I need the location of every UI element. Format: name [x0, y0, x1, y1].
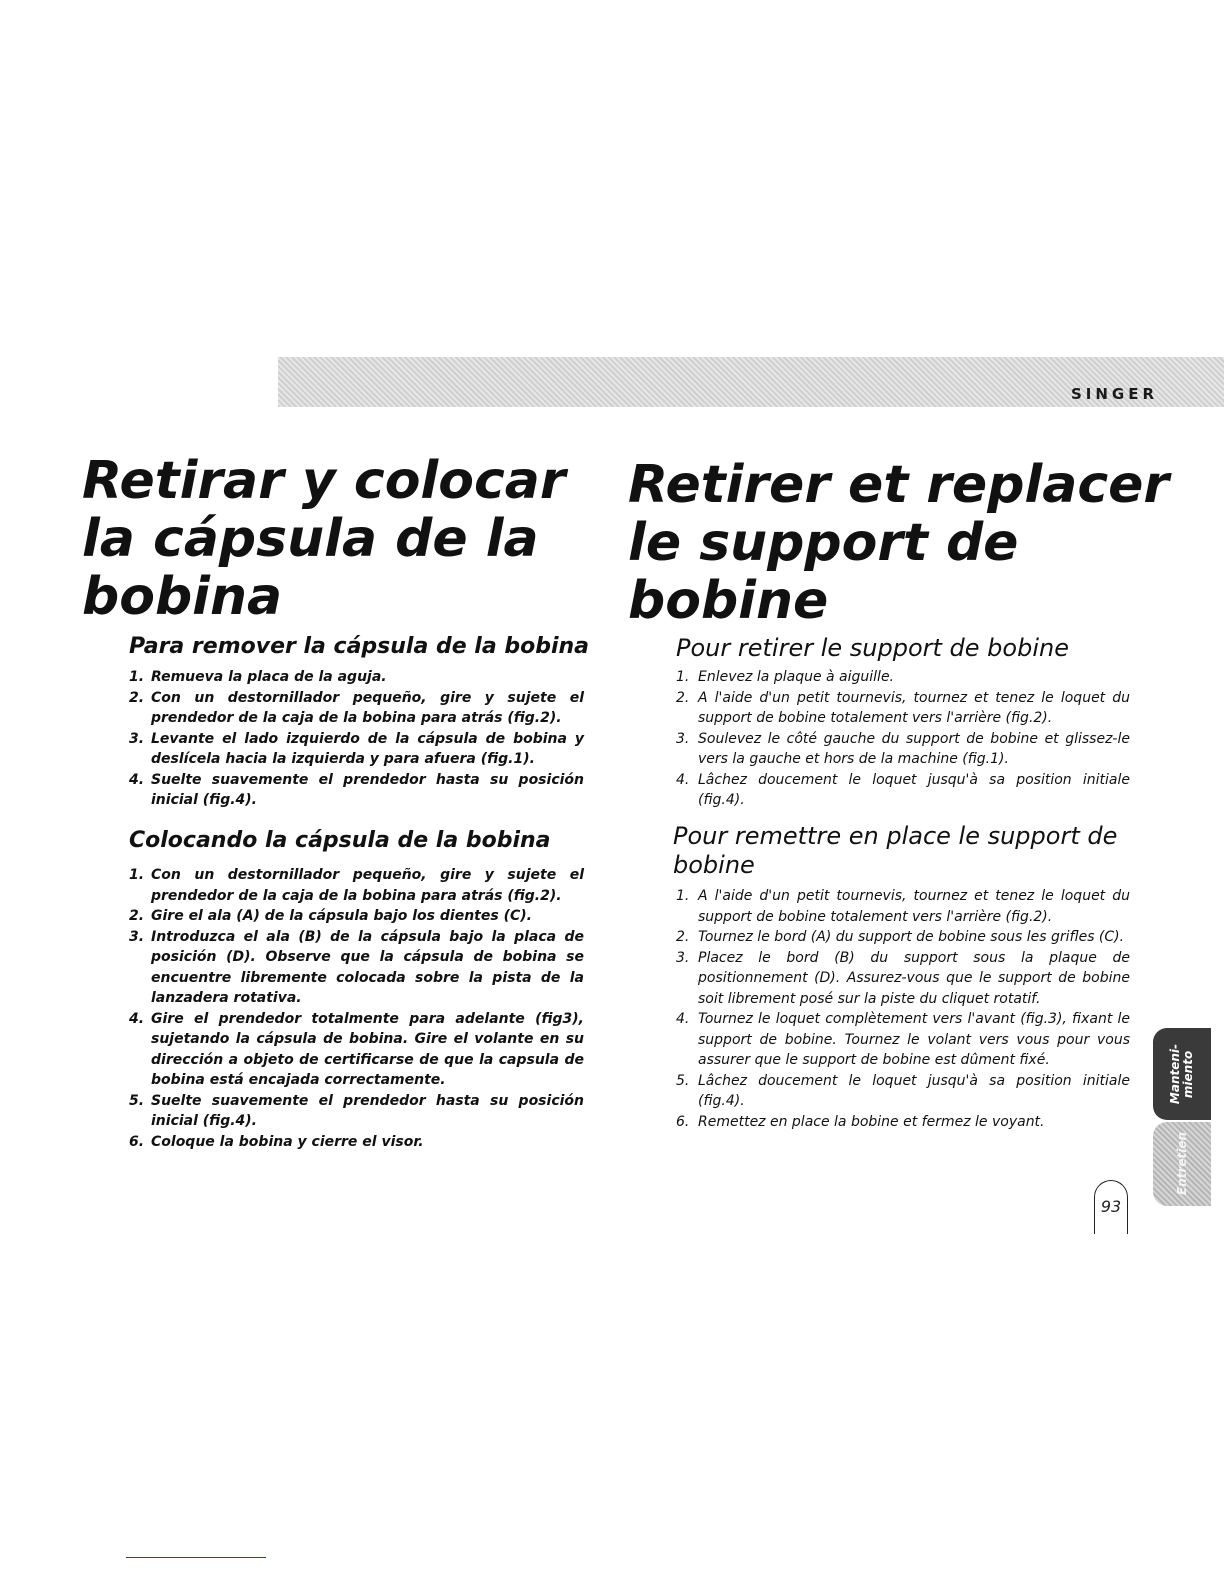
list-item — [129, 927, 584, 1009]
step-text: Gire el ala (A) de la cápsula bajo los dientes (C). — [151, 908, 532, 924]
spanish-remove-heading: Para remover la cápsula de la bobina — [129, 634, 590, 659]
tab-entretien — [1153, 1122, 1211, 1206]
list-item — [676, 729, 1130, 770]
step-number: 1. — [676, 888, 690, 904]
list-item — [129, 906, 584, 927]
step-text: Remettez en place la bobine et fermez le voyant. — [698, 1113, 1045, 1130]
tab-mantenimiento-label: Manteni- miento — [1168, 1043, 1195, 1105]
list-item — [129, 865, 584, 906]
step-number: 2. — [129, 908, 145, 924]
list-item — [676, 1009, 1130, 1071]
spanish-place-steps — [129, 865, 584, 1152]
tab-entretien-label: Entretien — [1174, 1132, 1189, 1196]
french-place-heading: Pour remettre en place le support de bobine — [673, 822, 1118, 879]
list-item — [129, 688, 584, 729]
french-place-steps — [676, 886, 1130, 1132]
step-number: 4. — [676, 1011, 690, 1027]
step-number: 5. — [676, 1072, 690, 1089]
spanish-remove-steps — [129, 667, 584, 811]
step-text: Introduzca el ala (B) de la cápsula bajo la placa de posición (D). Observe que la cápsula de bobina se encuentre libremente colocada sobre la pista de la lanzadera rotativa. — [151, 928, 584, 1006]
footer-rule — [126, 1557, 266, 1558]
step-text: Tournez le bord (A) du support de bobine sous les grifles (C). — [698, 929, 1125, 945]
tab-mantenimiento — [1153, 1028, 1211, 1120]
list-item — [676, 770, 1130, 811]
list-item — [676, 927, 1130, 948]
step-number: 6. — [129, 1133, 145, 1150]
spanish-place-heading: Colocando la cápsula de la bobina — [129, 828, 551, 853]
step-text: Lâchez doucement le loquet jusqu'à sa position initiale (fig.4). — [698, 1072, 1130, 1109]
list-item — [676, 688, 1130, 729]
list-item — [676, 1112, 1130, 1133]
step-text: Coloque la bobina y cierre el visor. — [151, 1133, 424, 1150]
step-text: Enlevez la plaque à aiguille. — [698, 669, 895, 685]
brand-logo: SINGER — [1070, 385, 1158, 403]
list-item — [129, 1009, 584, 1091]
step-number: 1. — [129, 669, 145, 685]
step-text: Suelte suavemente el prendedor hasta su posición inicial (fig.4). — [151, 771, 584, 808]
step-text: A l'aide d'un petit tournevis, tournez et tenez le loquet du support de bobine totalement vers l'arrière (fig.2). — [698, 689, 1130, 726]
step-text: Con un destornillador pequeño, gire y sujete el prendedor de la caja de la bobina para atrás (fig.2). — [151, 689, 584, 726]
french-remove-steps — [676, 667, 1130, 811]
step-text: Gire el prendedor totalmente para adelante (fig3), sujetando la cápsula de bobina. Gire el volante en su dirección a objeto de certificarse de que la capsula de bobina está encajada correctamente. — [151, 1010, 584, 1088]
step-number: 3. — [676, 730, 690, 747]
step-text: Con un destornillador pequeño, gire y sujete el prendedor de la caja de la bobina para atrás (fig.2). — [151, 867, 584, 904]
step-text: Lâchez doucement le loquet jusqu'à sa position initiale (fig.4). — [698, 771, 1130, 808]
step-text: Tournez le loquet complètement vers l'avant (fig.3), fixant le support de bobine. Tournez le volant vers vous pour vous assurer que le support de bobine est dûment fixé. — [698, 1011, 1130, 1068]
french-remove-heading: Pour retirer le support de bobine — [676, 634, 1069, 662]
step-text: A l'aide d'un petit tournevis, tournez et tenez le loquet du support de bobine totalement vers l'arrière (fig.2). — [698, 888, 1130, 925]
page-number-frame — [1094, 1180, 1128, 1234]
step-text: Placez le bord (B) du support sous la plaque de positionnement (D). Assurez-vous que le support de bobine soit librement posé sur la piste du cliquet rotatif. — [698, 949, 1130, 1007]
list-item — [129, 770, 584, 811]
list-item — [676, 667, 1130, 688]
step-number: 3. — [129, 730, 145, 747]
step-number: 2. — [129, 689, 145, 706]
step-number: 2. — [676, 689, 690, 706]
list-item — [676, 1071, 1130, 1112]
step-text: Levante el lado izquierdo de la cápsula de bobina y deslícela hacia la izquierda y para afuera (fig.1). — [151, 730, 584, 767]
step-number: 4. — [676, 771, 690, 788]
step-number: 4. — [129, 1010, 145, 1027]
step-text: Soulevez le côté gauche du support de bobine et glissez-le vers la gauche et hors de la machine (fig.1). — [698, 730, 1130, 767]
spanish-title: Retirar y colocar la cápsula de la bobina — [82, 451, 566, 627]
step-number: 5. — [129, 1092, 145, 1109]
list-item — [676, 948, 1130, 1010]
step-number: 4. — [129, 771, 145, 788]
page-number: 93 — [1100, 1197, 1122, 1216]
step-text: Suelte suavemente el prendedor hasta su posición inicial (fig.4). — [151, 1092, 584, 1129]
list-item — [129, 667, 584, 688]
list-item — [129, 1132, 584, 1153]
step-number: 2. — [676, 929, 690, 945]
list-item — [129, 729, 584, 770]
list-item — [676, 886, 1130, 927]
list-item — [129, 1091, 584, 1132]
step-number: 3. — [676, 949, 690, 966]
step-number: 3. — [129, 928, 145, 945]
step-number: 1. — [129, 867, 145, 883]
step-number: 1. — [676, 669, 690, 685]
step-text: Remueva la placa de la aguja. — [151, 669, 387, 685]
step-number: 6. — [676, 1113, 690, 1130]
french-title: Retirer et replacer le support de bobine — [628, 455, 1170, 631]
